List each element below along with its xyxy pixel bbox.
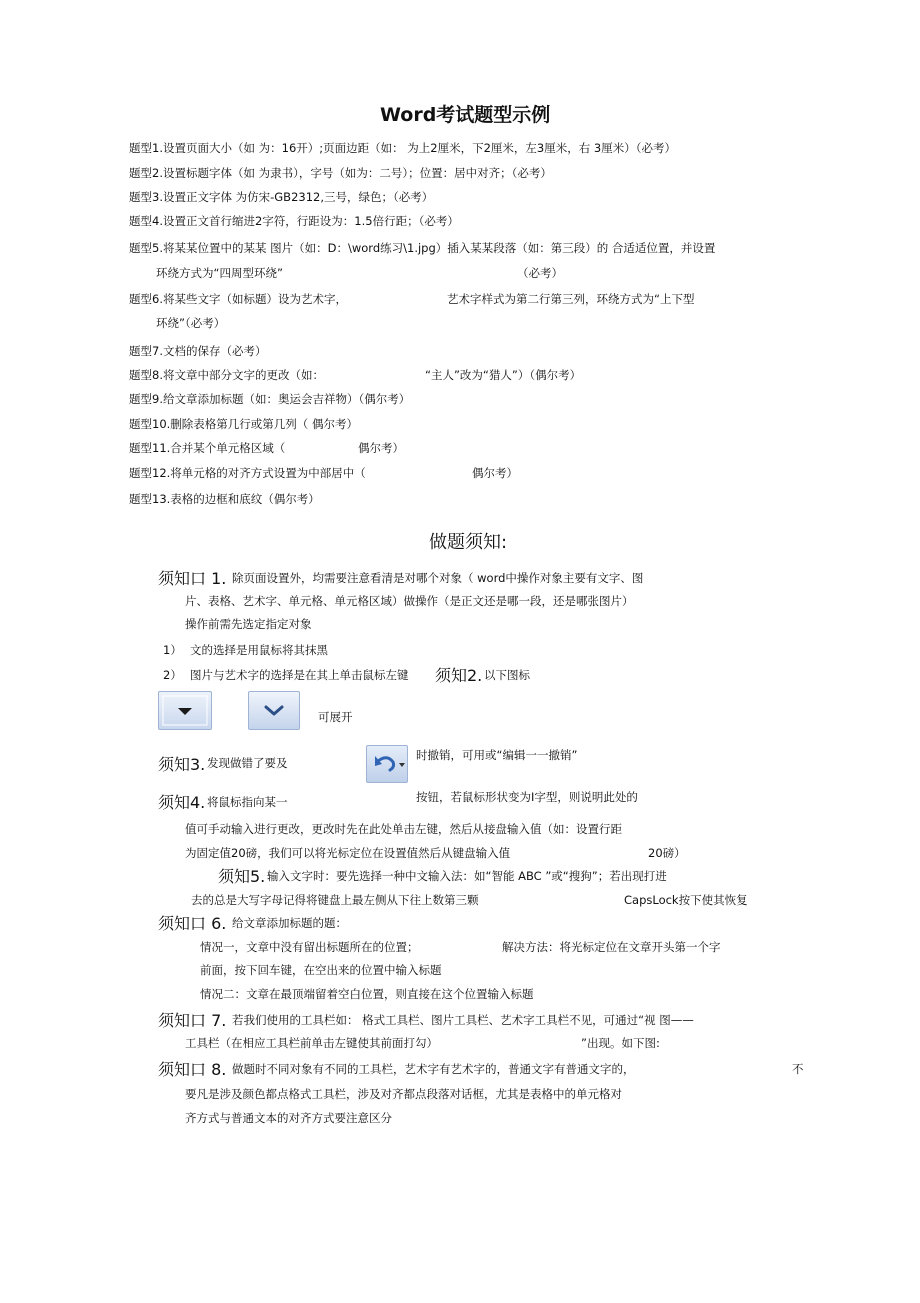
- question-9: 题型9.给文章添加标题（如：奥运会吉祥物）（偶尔考）: [129, 392, 411, 406]
- note-7-text-a: 若我们使用的工具栏如： 格式工具栏、图片工具栏、艺术字工具栏不见，可通过“视 图——: [232, 1013, 694, 1027]
- note-6-heading: 须知口 6.: [158, 914, 227, 933]
- note-5-text-b: 去的总是大写字母记得将键盘上最左侧从下往上数第三颗: [191, 893, 479, 907]
- note-1-heading: 须知口 1.: [158, 569, 227, 588]
- note-5-text-c: CapsLock按下使其恢复: [624, 893, 748, 907]
- question-6: 题型6.将某些文字（如标题）设为艺术字，: [129, 292, 347, 306]
- question-5-cont: 环绕方式为“四周型环绕”: [156, 266, 283, 280]
- expand-chevron-icon: [248, 691, 300, 730]
- note-2-heading: 须知2.: [435, 666, 483, 685]
- note-5-text-a: 输入文字时：要先选择一种中文输入法：如“智能 ABC ”或“搜狗”；若出现打进: [267, 869, 667, 883]
- question-1: 题型1.设置页面大小（如 为：16开）;页面边距（如： 为上2厘米，下2厘米，左3厘米，右 3厘米）（必考）: [129, 141, 676, 155]
- question-6-cont: 环绕”（必考）: [156, 316, 226, 330]
- question-7: 题型7.文档的保存（必考）: [129, 344, 267, 358]
- note-4-heading: 须知4.: [158, 793, 206, 812]
- question-12-tag: 偶尔考）: [472, 466, 518, 480]
- note-4-text-d: 为固定值20磅，我们可以将光标定位在设置值然后从键盘输入值: [185, 846, 511, 860]
- question-2: 题型2.设置标题字体（如 为隶书），字号（如为：二号）；位置：居中对齐；（必考）: [129, 166, 552, 180]
- question-11: 题型11.合并某个单元格区域（: [129, 441, 286, 455]
- note-1-item-1-num: 1）: [163, 643, 182, 657]
- note-8-text-b: 不: [792, 1062, 804, 1076]
- note-5-heading: 须知5.: [218, 867, 266, 886]
- question-3: 题型3.设置正文字体 为仿宋-GB2312,三号，绿色；（必考）: [129, 190, 434, 204]
- note-6-text-e: 情况二：文章在最顶端留着空白位置，则直接在这个位置输入标题: [200, 987, 534, 1001]
- question-10: 题型10.删除表格第几行或第几列（ 偶尔考）: [129, 417, 358, 431]
- question-5-tag: （必考）: [517, 266, 563, 280]
- note-3-text-b: 时撤销，可用或“编辑一一撤销”: [416, 748, 578, 762]
- page-title: Word考试题型示例: [380, 104, 551, 126]
- note-6-text-c: 解决方法：将光标定位在文章开头第一个字: [502, 940, 721, 954]
- note-3-text-a: 发现做错了要及: [207, 756, 288, 770]
- dropdown-arrow-icon: [158, 691, 212, 730]
- note-6-text-b: 情况一，文章中没有留出标题所在的位置；: [200, 940, 419, 954]
- question-8-cont: “主人”改为“猎人”）（偶尔考）: [425, 368, 582, 382]
- notes-heading: 做题须知:: [429, 532, 508, 553]
- question-8: 题型8.将文章中部分文字的更改（如：: [129, 368, 324, 382]
- note-1-text-b: 片、表格、艺术字、单元格、单元格区域）做操作（是正文还是哪一段，还是哪张图片）: [185, 594, 634, 608]
- note-4-text-c: 值可手动输入进行更改，更改时先在此处单击左键，然后从接盘输入值（如：设置行距: [185, 822, 622, 836]
- note-6-text-d: 前面，按下回车键，在空出来的位置中输入标题: [200, 963, 442, 977]
- note-2-expand: 可展开: [318, 710, 353, 724]
- note-8-text-d: 齐方式与普通文本的对齐方式要注意区分: [185, 1111, 392, 1125]
- note-8-text-c: 要凡是涉及颜色都点格式工具栏，涉及对齐都点段落对话框，尤其是表格中的单元格对: [185, 1087, 622, 1101]
- note-1-text-c: 操作前需先选定指定对象: [185, 617, 312, 631]
- note-3-heading: 须知3.: [158, 755, 206, 774]
- note-7-text-c: ”出现。如下图:: [581, 1036, 660, 1050]
- question-13: 题型13.表格的边框和底纹（偶尔考）: [129, 492, 320, 506]
- note-8-heading: 须知口 8.: [158, 1060, 227, 1079]
- question-6-mid: 艺术字样式为第二行第三列，环绕方式为“上下型: [447, 292, 695, 306]
- note-1-text-a: 除页面设置外，均需要注意看清是对哪个对象（ word中操作对象主要有文字、图: [232, 571, 644, 585]
- note-8-text-a: 做题时不同对象有不同的工具栏，艺术字有艺术字的，普通文字有普通文字的，: [232, 1062, 635, 1076]
- note-6-text-a: 给文章添加标题的题：: [232, 916, 347, 930]
- note-7-heading: 须知口 7.: [158, 1011, 227, 1030]
- note-1-item-1: 文的选择是用鼠标将其抹黑: [190, 643, 328, 657]
- note-1-item-2-num: 2）: [163, 668, 182, 682]
- note-4-text-a: 将鼠标指向某一: [207, 795, 288, 809]
- question-4: 题型4.设置正文首行缩进2字符，行距设为：1.5倍行距；（必考）: [129, 214, 459, 228]
- note-1-item-2: 图片与艺术字的选择是在其上单击鼠标左键: [190, 668, 409, 682]
- note-2-text: 以下图标: [484, 668, 530, 682]
- question-5: 题型5.将某某位置中的某某 图片（如：D：\word练习\1.jpg）插入某某段落（如：第三段）的 合适适位置，并设置: [129, 241, 716, 255]
- undo-icon: [366, 745, 408, 783]
- question-11-tag: 偶尔考）: [358, 441, 404, 455]
- note-7-text-b: 工具栏（在相应工具栏前单击左键使其前面打勾）: [185, 1036, 438, 1050]
- question-12: 题型12.将单元格的对齐方式设置为中部居中（: [129, 466, 366, 480]
- note-4-text-b: 按钮，若鼠标形状变为I字型，则说明此处的: [416, 790, 638, 804]
- note-4-text-e: 20磅）: [648, 846, 686, 860]
